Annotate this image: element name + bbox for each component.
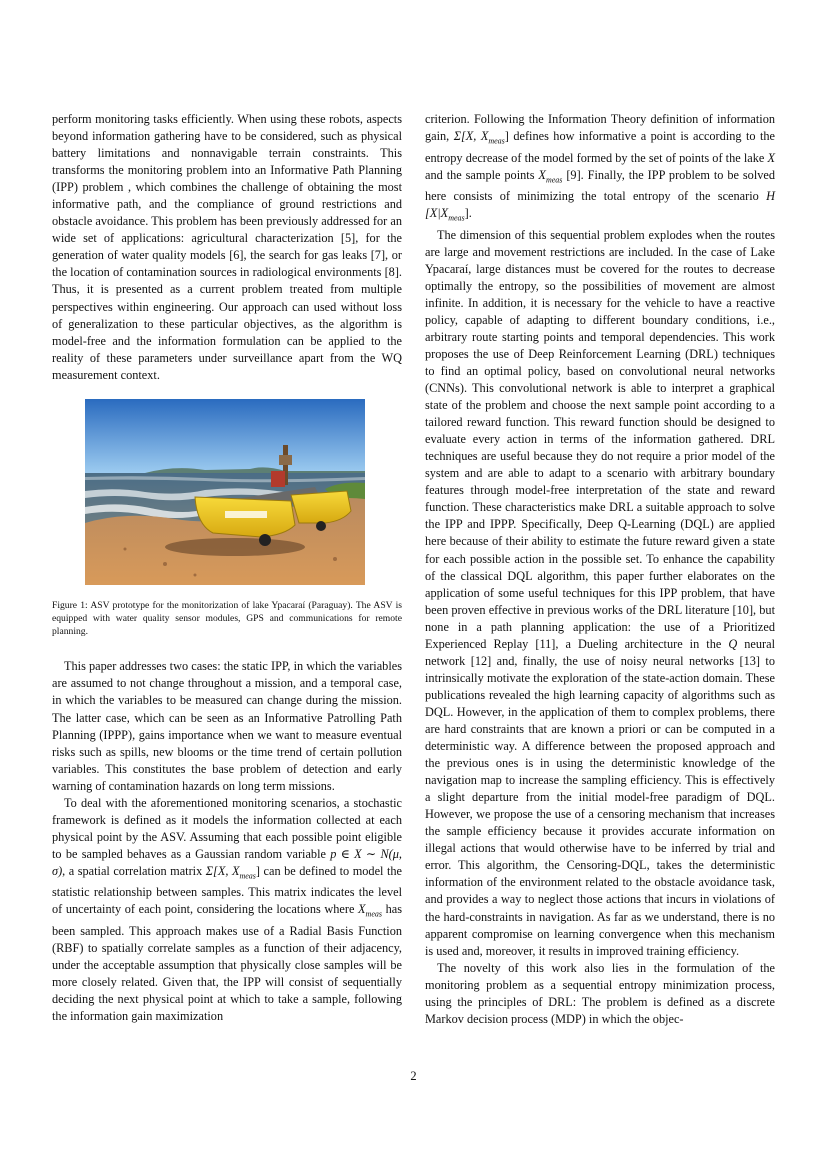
sensor-box [279, 455, 292, 465]
hull-right [291, 491, 351, 523]
math-inline: X [538, 167, 546, 182]
body-paragraph: The dimension of this sequential problem explodes when the routes are large and movement restrictions are included. In the case of Lake Ypacaraí, large distances must be covered for the routes to decrease optimally the entropy, so the possibilities of movement are almost infinite. In addition, it is necessary for the vehicle to have a reactive policy, capable of adapting to different boundary conditions, i.e., arbitrary route starting points and temporal dependencies. This work proposes the use of Deep Reinforcement Learning (DRL) techniques to find an optimal policy, based on convolutional neural networks (CNNs). This convolutional network is able to interpret a graphical state of the problem and choose the next sample point according to a tailored reward function. This reward function should be designed to evaluate every action in terms of the information gathered. DRL techniques are useful because they do not require a prior model of the system and are able to adapt to a scenario with arbitrary boundary features through model-free interpretation of the state and reward function. These characteristics make DRL a suitable approach to solve the IPP and IPPP. Specifically, Deep Q-Learning (DQL) are applied here because of their ability to estimate the future reward given a state for each possible action in the possible set. To enhance the capability of the classical DQL algorithm, this paper further elaborates on the application of some useful techniques for this IPP problem, that have been proven effective in previous works of the DRL literature [10], but none in a path planning application: the use of a Prioritized Experienced Replay [11], a Dueling architecture in the Q neural network [12] and, finally, the use of noisy neural networks [13] to intrinsically motivate the exploration of the state-action domain. These publications revealed the high learning capacity of algorithms such as DQL. However, in the application of them to complex problems, there are hard constraints that are known a priori or can be computed in a deterministic way. A difference between the proposed approach and the previous ones is in using the deterministic knowledge of the navigation map to increase the sampling efficiency. This is effectively a slight departure from the initial model-free paradigm of DQL. However, we propose the use of a censoring mechanism that increases the sample efficiency because it provides accurate information on illegal actions that would otherwise have to be inferred by trial and error. This algorithm, the Censoring-DQL, takes the deterministic information of the environment related to the obstacle avoidance task, and provides a way to neglect those actions that incurs in violations of the hard-constraints in navigation. As far as we understand, there is no apparent compromise on learning convergence when this mechanism is used and, moreover, it results in improved training efficiency. [425, 227, 775, 958]
figure-caption: Figure 1: ASV prototype for the monitorization of lake Ypacaraí (Paraguay). The ASV is equipped with water quality sensor modules, GPS and communications for remote planning. [52, 599, 402, 638]
electronics-box [271, 471, 285, 487]
math-inline: p ∈ X ∼ N(μ, σ) [52, 846, 402, 878]
math-inline: Q [728, 636, 738, 651]
body-paragraph: The novelty of this work also lies in the formulation of the monitoring problem as a sequential entropy minimization process, using the principles of DRL: The problem is defined as a discrete Markov decision process (MDP) in which the objec- [425, 960, 775, 1026]
body-paragraph: This paper addresses two cases: the static IPP, in which the variables are assumed to not change throughout a mission, and a temporal case, in which the variables to be measured can change during the mission. The latter case, which can be seen as an Informative Patrolling Path Planning (IPPP), gains importance when we want to measure eventual risks such as spills, new blooms or the time trend of certain pollution variables. This constitutes the base problem of detection and early warning of contamination hazards on long term missions. [52, 659, 402, 793]
page-number: 2 [410, 1069, 417, 1083]
sky [85, 399, 365, 473]
asv-photo-illustration [85, 399, 365, 585]
right-column [425, 111, 775, 1028]
hull-label [225, 511, 267, 518]
vehicle-shadow [165, 538, 305, 556]
asv-photo [85, 399, 365, 585]
math-inline: X [767, 150, 775, 165]
figure-1 [52, 399, 402, 639]
left-column [52, 111, 402, 1025]
wheel [259, 534, 271, 546]
body-paragraph: criterion. Following the Information Theory definition of information gain, Σ[X, $X_{meas}$] defines how informative a point is according to the entropy decrease of the model formed by the set of points of the lake X and the sample points $X_{meas}$ [9]. Finally, the IPP problem to be solved here consists of minimizing the total entropy of the scenario H $[X|X_{meas}]$. [425, 112, 775, 223]
math-inline: X [358, 902, 366, 917]
body-paragraph: perform monitoring tasks efficiently. When using these robots, aspects beyond information gathering have to be considered, such as physical battery limitations and nonnavigable terrain constraints. This transforms the monitoring problem into an Informative Path Planning (IPP) problem , which combines the challenge of obtaining the most informative path, and the compliance of ground restrictions and obstacle avoidance. This problem has been previously addressed for an wide set of applications: agricultural characterization [5], for the generation of water quality models [6], the search for gas leaks [7], or the location of contamination sources in radiological environments [8]. Thus, it is presented as a current problem treated from multiple perspectives within engineering. Our approach can used without loss of generalization to these particular objectives, as the algorithm is model-free and the information formulation can be applied to the reality of these parameters under surveillance apart from the WQ measurement context. [52, 112, 402, 382]
math-inline: H [X|X [425, 189, 775, 221]
wheel [316, 521, 326, 531]
math-inline: Σ[X, X [453, 129, 489, 144]
math-inline: Σ[X, X [205, 863, 240, 878]
body-paragraph: To deal with the aforementioned monitoring scenarios, a stochastic framework is defined as it models the information collected at each physical point by the ASV. Assuming that each possible point eligible to be sampled behaves as a Gaussian random variable p ∈ X ∼ N(μ, σ), a spatial correlation matrix Σ[X, $X_{meas}$] can be defined to model the statistic relationship between samples. This matrix indicates the level of uncertainty of each point, considering the locations where $X_{meas}$ has been sampled. This approach makes use of a Radial Basis Function (RBF) to spatially correlate samples as a function of their adjacency, under the acceptable assumption that physically close samples will be more closely related. Given that, the IPP will consist of sequentially deciding the next physical point at which to take a sample, following the information gain maximization [52, 795, 403, 1024]
